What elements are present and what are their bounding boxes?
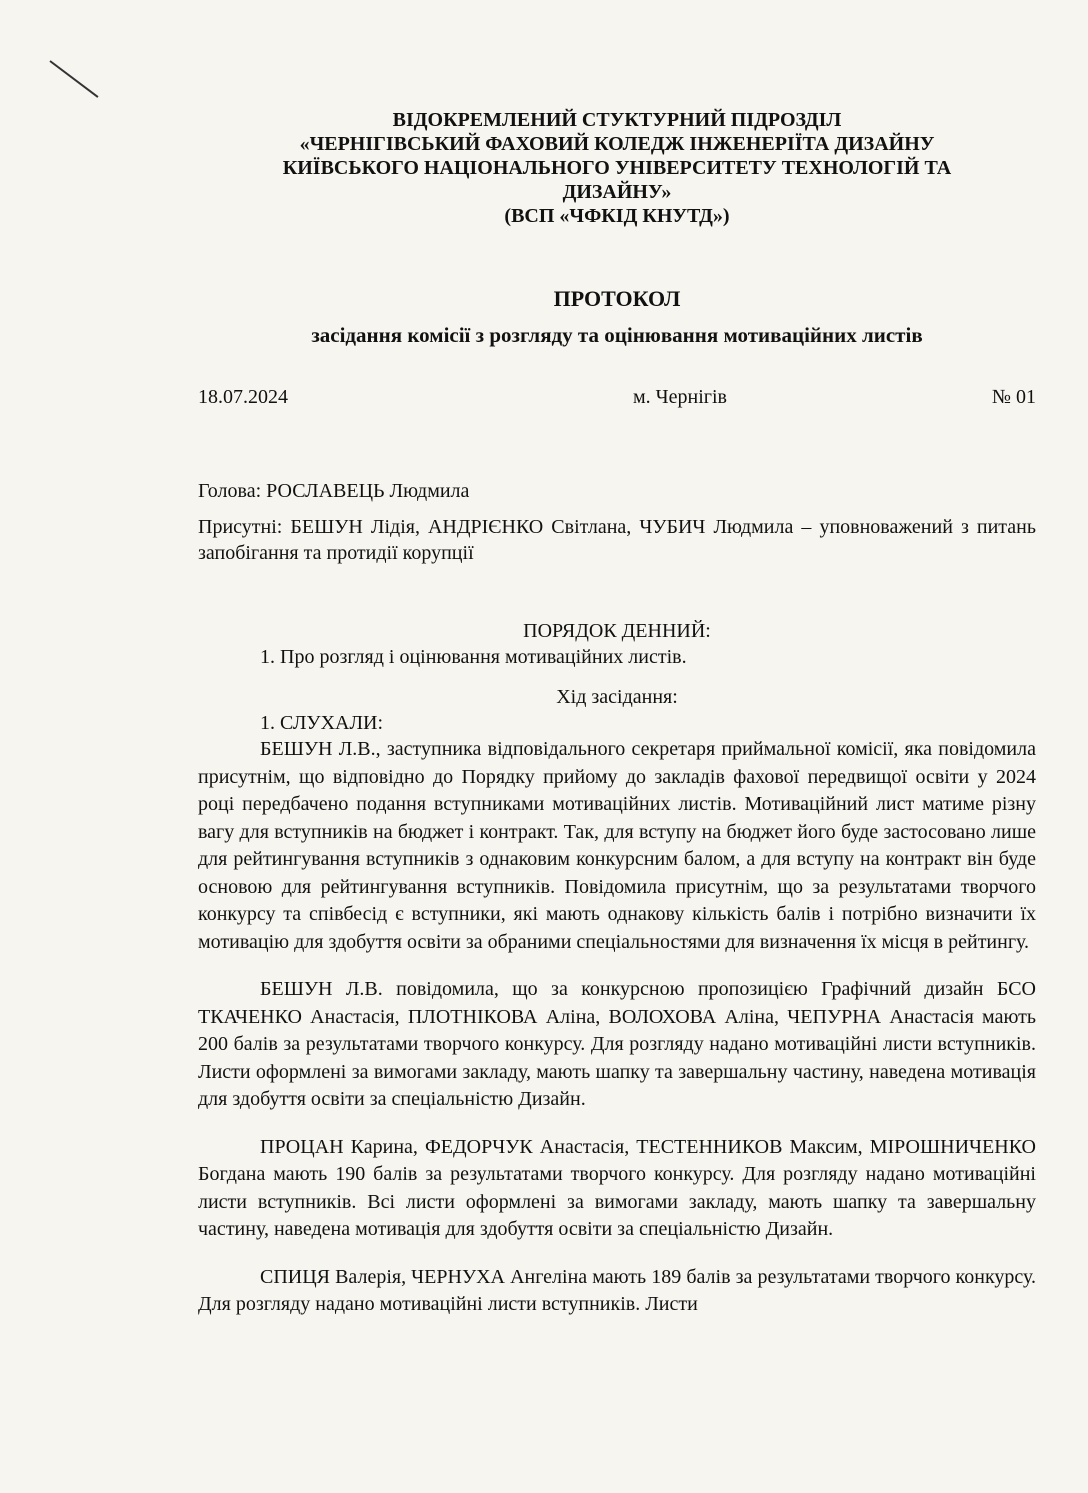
- document-title: ПРОТОКОЛ: [553, 286, 681, 311]
- agenda-title: ПОРЯДОК ДЕННИЙ:: [523, 620, 711, 642]
- institution-header: [198, 108, 1036, 228]
- document-city: м. Чернігів: [632, 386, 727, 408]
- present-line: Присутні: БЕШУН Лідія, АНДРІЄНКО Світлана, ЧУБИЧ Людмила – уповноважений з питань запобігання та протидії корупції: [198, 516, 1036, 564]
- date-line: [198, 384, 1036, 410]
- agenda-item: 1. Про розгляд і оцінювання мотиваційних листів.: [260, 646, 687, 668]
- document-number: № 01: [991, 386, 1036, 408]
- chair-line: Голова: РОСЛАВЕЦЬ Людмила: [198, 480, 470, 502]
- protocol-document: [198, 108, 1036, 1339]
- header-line-5: (ВСП «ЧФКІД КНУТД»): [504, 205, 730, 227]
- paragraph: БЕШУН Л.В., заступника відповідального секретаря приймальної комісії, яка повідомила присутнім, що відповідно до Порядку прийому до закладів фахової передвищої освіти у 2024 році передбачено подання вступниками мотиваційних листів. Мотиваційний лист матиме різну вагу для вступників на бюджет і контракт. Так, для вступу на бюджет його буде застосовано лише для рейтингування вступників з однаковим конкурсним балом, а для вступу на контракт він буде основою для рейтингування вступників. Повідомила присутнім, що за результатами творчого конкурсу та співбесід є вступники, які мають однакову кількість балів і потрібно визначити їх мотивацію для здобуття освіти за обраними спеціальностями для визначення їх місця в рейтингу.: [198, 738, 1036, 953]
- scan-pen-mark: [49, 60, 98, 98]
- paragraph: ПРОЦАН Карина, ФЕДОРЧУК Анастасія, ТЕСТЕННИКОВ Максим, МІРОШНИЧЕНКО Богдана мають 190 балів за результатами творчого конкурсу. Для розгляду надано мотиваційні листи вступників. Всі листи оформлені за вимогами закладу, мають шапку та завершальну частину, наведена мотивація для здобуття освіти за спеціальністю Дизайн.: [198, 1135, 1036, 1240]
- paragraph: СПИЦЯ Валерія, ЧЕРНУХА Ангеліна мають 189 балів за результатами творчого конкурсу. Для розгляду надано мотиваційні листи вступників. Листи: [198, 1265, 1036, 1315]
- meeting-course-title: Хід засідання:: [556, 686, 678, 708]
- header-line-3: КИЇВСЬКОГО НАЦІОНАЛЬНОГО УНІВЕРСИТЕТУ ТЕХНОЛОГІЙ ТА: [282, 157, 952, 179]
- header-line-4: ДИЗАЙНУ»: [562, 181, 672, 203]
- header-line-1: ВІДОКРЕМЛЕНИЙ СТУКТУРНИЙ ПІДРОЗДІЛ: [392, 109, 842, 131]
- heard-label: 1. СЛУХАЛИ:: [260, 712, 384, 734]
- document-subtitle: засідання комісії з розгляду та оцінювання мотиваційних листів: [311, 323, 923, 347]
- document-date: 18.07.2024: [198, 386, 288, 408]
- paragraph: БЕШУН Л.В. повідомила, що за конкурсною пропозицією Графічний дизайн БСО ТКАЧЕНКО Анастасія, ПЛОТНІКОВА Аліна, ВОЛОХОВА Аліна, ЧЕПУРНА Анастасія мають 200 балів за результатами творчого конкурсу. Для розгляду надано мотиваційні листи вступників. Листи оформлені за вимогами закладу, мають шапку та завершальну частину, наведена мотивація для здобуття освіти за спеціальністю Дизайн.: [198, 978, 1036, 1110]
- header-line-2: «ЧЕРНІГІВСЬКИЙ ФАХОВИЙ КОЛЕДЖ ІНЖЕНЕРІЇТА ДИЗАЙНУ: [299, 133, 935, 155]
